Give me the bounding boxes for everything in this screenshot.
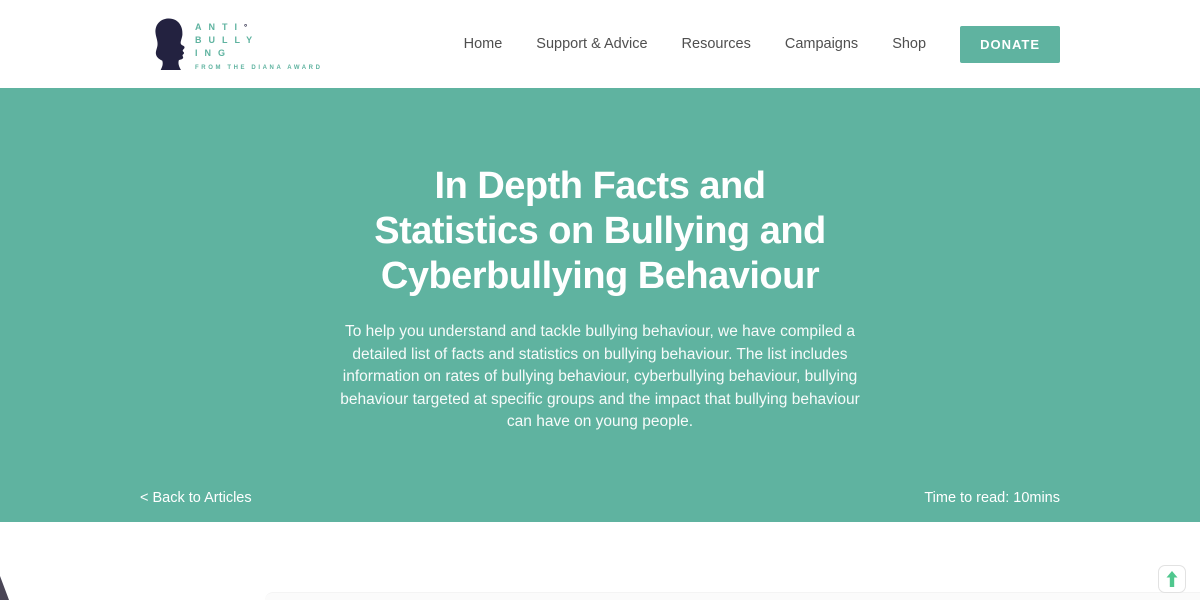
head-silhouette-icon	[150, 18, 188, 70]
logo-line-1: ANTI	[195, 21, 244, 32]
back-to-articles-link[interactable]: < Back to Articles	[140, 490, 252, 506]
hero-meta-row	[140, 490, 1060, 506]
page-title-line-3: Cyberbullying Behaviour	[380, 255, 820, 297]
corner-illustration-fragment	[0, 576, 9, 600]
nav-item-campaigns[interactable]: Campaigns	[784, 36, 859, 52]
arrow-up-icon	[1166, 571, 1178, 587]
nav-item-home[interactable]: Home	[463, 36, 503, 52]
main-nav	[464, 26, 1060, 63]
page-title	[374, 164, 826, 299]
next-section-card-edge	[265, 592, 1200, 600]
below-hero-section	[0, 522, 1200, 600]
anti-bullying-logo[interactable]	[150, 18, 323, 71]
nav-item-resources[interactable]: Resources	[681, 36, 751, 52]
logo-wordmark	[195, 18, 323, 71]
read-time-label: Time to read: 10mins	[924, 490, 1060, 506]
logo-line-2: BULLY	[195, 34, 260, 45]
scroll-to-top-button[interactable]	[1158, 565, 1186, 593]
donate-button[interactable]: DONATE	[960, 26, 1060, 63]
nav-item-shop[interactable]: Shop	[892, 36, 927, 52]
page-intro-text: To help you understand and tackle bullying behaviour, we have compiled a detailed list of facts and statistics on bullying behaviour. The list includes information on rates of bullying behaviour, cyberbullying behaviour, bullying behaviour targeted at specific groups and the impact that bullying behaviour can have on young people.	[340, 323, 860, 430]
page-title-line-2: Statistics on Bullying and	[374, 210, 826, 252]
site-header	[0, 0, 1200, 88]
logo-line-3: ING	[195, 47, 233, 58]
nav-item-support-advice[interactable]: Support & Advice	[536, 36, 648, 52]
logo-tagline: FROM THE DIANA AWARD	[195, 64, 323, 71]
page-title-line-1: In Depth Facts and	[434, 165, 766, 207]
hero-section	[0, 88, 1200, 522]
logo-mark: °	[244, 22, 248, 32]
